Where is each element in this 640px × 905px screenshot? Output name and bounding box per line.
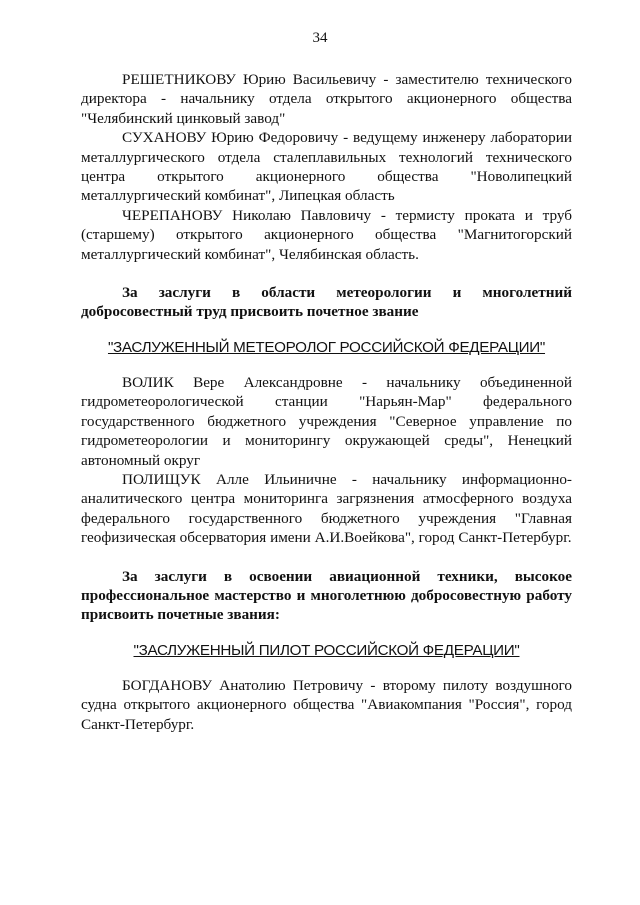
award-entry: ВОЛИК Вере Александровне - начальнику объединенной гидрометеорологической станции "Нарьян-Мар" федерального государственного бюджетного учреждения "Северное управление по гидрометеорологии и мониторингу окружающей среды", Ненецкий автономный округ	[81, 373, 572, 469]
award-entry: РЕШЕТНИКОВУ Юрию Васильевичу - заместителю технического директора - начальнику отдела открытого акционерного общества "Челябинский цинковый завод"	[81, 71, 572, 127]
award-entry: БОГДАНОВУ Анатолию Петровичу - второму пилоту воздушного судна открытого акционерного общества "Авиакомпания "Россия", город Санкт-Петербург.	[81, 676, 572, 733]
award-entry: ПОЛИЩУК Алле Ильиничне - начальнику информационно-аналитического центра мониторинга загрязнения атмосферного воздуха федерального государственного бюджетного учреждения "Главная геофизическая обсерватория имени А.И.Воейкова", город Санкт-Петербург.	[81, 470, 572, 547]
page-number: 34	[312, 30, 328, 46]
section-intro: За заслуги в области метеорологии и многолетний добросовестный труд присвоить почетное звание	[81, 284, 572, 321]
page-content	[81, 70, 572, 734]
award-entry: СУХАНОВУ Юрию Федоровичу - ведущему инженеру лаборатории металлургического отдела сталеплавильных технологий технического центра открытого акционерного общества "Новолипецкий металлургический комбинат", Липецкая область	[81, 129, 572, 205]
honorary-title: "ЗАСЛУЖЕННЫЙ ПИЛОТ РОССИЙСКОЙ ФЕДЕРАЦИИ"	[133, 641, 520, 659]
award-entry: ЧЕРЕПАНОВУ Николаю Павловичу - термисту проката и труб (старшему) открытого акционерного общества "Магнитогорский металлургический комбинат", Челябинская область.	[81, 206, 572, 263]
honorary-title: "ЗАСЛУЖЕННЫЙ МЕТЕОРОЛОГ РОССИЙСКОЙ ФЕДЕРАЦИИ"	[107, 338, 546, 356]
section-intro: За заслуги в освоении авиационной техники, высокое профессиональное мастерство и многолетнюю добросовестную работу присвоить почетные звания:	[81, 567, 572, 624]
